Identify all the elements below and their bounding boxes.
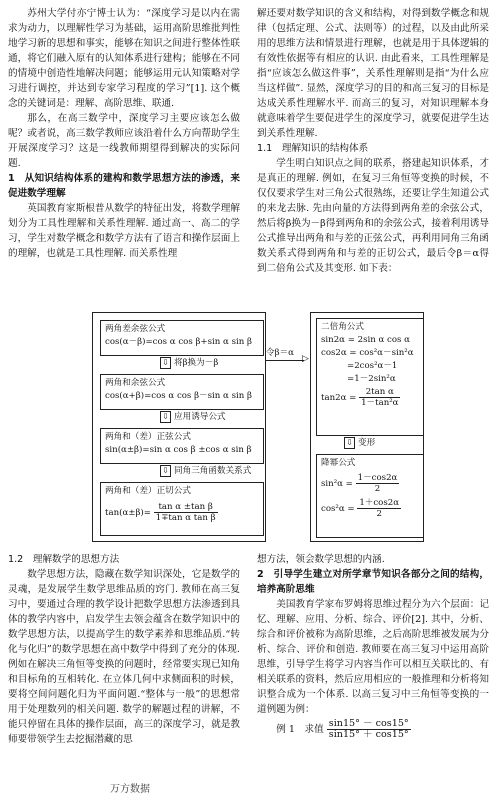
down-arrow-icon: ⇩ [160,357,171,369]
denominator: 2 [376,509,382,519]
right-column-bottom [257,552,489,740]
formula [321,387,400,408]
arrow-transform [344,436,375,449]
example-1 [257,719,489,740]
box-title: 降幂公式 [321,458,356,468]
formula [105,502,218,523]
arrow-let-beta-alpha [266,346,310,364]
formula [321,473,419,494]
formula-lhs: tan2α = [321,393,357,403]
box-title: 两角差余弦公式 [105,324,166,334]
fraction [327,719,411,740]
arrow-replace-beta [160,356,218,369]
formula: cos(α－β)=cos α cos β+sin α sin β [105,337,252,347]
arrow-label: 变形 [358,438,376,448]
formula-line: =2cos²α－1 [347,361,398,371]
fraction [154,502,218,523]
numerator: 1＋cos2α [359,498,400,508]
right-column-top [257,6,489,276]
paragraph: 学生明白知识点之间的联系，搭建起知识体系，才是真正的理解. 例如，在复习三角恒等变换的时候，不仅仅要求学生对三角公式很熟练，还要让学生知道公式的来龙去脉. 先由向量的方法得到两角差的余弦公式，然后将β换为－β得到两角和的余弦公式，接着利用诱导公式推导出两角和与差的正弦公式，再利用同角三角函数关系式得到两角和与差的正切公式，最后令β＝α得到二倍角公式及其变形. 如下表： [257,158,489,274]
denominator: sin15° ＋ cos15° [328,729,409,740]
formula-lhs: sin²α = [321,479,353,489]
arrow-induction [160,410,226,423]
formula-line: =1－2sin²α [347,374,396,384]
down-arrow-icon: ⇩ [160,411,171,423]
formula: sin(α±β)=sin α cos β ±cos α sin β [105,445,252,455]
subsection-heading-1-1: 1.1 理解知识的结构体系 [257,143,369,154]
formula-box-double-angle [316,318,424,436]
paragraph: 想方法，领会数学思想的内涵. [257,554,385,565]
left-column-top [8,6,240,261]
arrow-label: 将β换为－β [174,358,219,368]
subsection-heading-1-2: 1.2 理解数学的思想方法 [8,554,120,565]
example-label: 例 1 求值 [276,724,324,735]
formula-box-cos-difference [100,320,264,356]
paragraph: 美国教育学家布罗姆将思维过程分为六个层面：记忆、理解、应用、分析、综合、评价[2]. 其中，分析、综合和评价被称为高阶思维，之后高阶思维被发展为分析、综合、评价和创造. 教师要在高三复习中运用高阶思维，引导学生将学习内容当作可以相互关联比的、有相关联系的资料，然后应用相应的一般推理和分析将知识整合成为一个体系. 以高三复习中三角恒等变换的一道例题为例： [257,599,489,715]
box-title: 两角和（差）正弦公式 [105,432,191,442]
paragraph: 那么，在高三数学中，深度学习主要应该怎么做呢？或者说，高三数学教师应该沿着什么方向帮助学生开展深度学习？这是一线教师期望得到解决的实际问题. [8,113,240,169]
paragraph: 数学思想方法，隐藏在数学知识深处，它是数学的灵魂，是发展学生数学思维品质的窍门. 教师在高三复习中，要通过合理的教学设计把数学思想方法渗透到具体的教学内容中，启发学生去领会蕴含在数学知识中的数学思想方法，以提高学生的数学素养和思维品质.“转化与化归”的数学思想在高中数学中得到了充分的体现. 例如在解决三角恒等变换的问题时，经常要实现已知角和目标角的互相转化. 在立体几何中求侧面积的时候，要将空间问题化归为平面问题.“整体与一般”的思想常用于处理数列的相关问题. 数学的解题过程的讲解，不能只停留在具体的操作层面，高三的深度学习，就是教师要带领学生去挖掘潜藏的思 [8,569,240,745]
formula-lhs: cos²α = [321,504,355,514]
formula-line: sin2α = 2sin α cos α [321,335,410,345]
arrow-label: 同角三角函数关系式 [174,466,252,476]
arrow-line [266,360,304,361]
arrow-label: 应用诱导公式 [174,412,226,422]
numerator: 1－cos2α [357,473,398,483]
watermark: 万方数据 [110,784,150,795]
paragraph: 英国教育家斯根普从数学的特征出发，将数学理解划分为工具性理解和关系性理解. 通过高一、高二的学习，学生对数学概念和数学方法有了语言和操作层面上的理解，也就是工具性理解. 而关系性理 [8,203,240,259]
denominator: 2 [374,484,381,494]
box-title: 两角和（差）正切公式 [105,486,191,496]
fraction [359,387,400,408]
formula-box-sin-sum [100,428,264,464]
down-arrow-icon: ⇩ [344,437,355,449]
paragraph: 苏州大学付亦宁博士认为：“深度学习是以内在需求为动力，以理解性学习为基础，运用高阶思维批判性地学习新的思想和事实，能够在知识之间进行整体性联通，将它们融入原有的认知体系进行建构；能够在不同的情境中创造性地解决问题；能够运用元认知策略对学习进行调控，并达到专家学习程度的学习”[1]. 这个概念的关键词是：理解、高阶思维、联通. [8,8,240,109]
numerator: tan α ±tan β [154,502,218,513]
trig-formula-diagram [0,312,490,544]
formula-line: cos2α = cos²α－sin²α [321,348,414,358]
box-title: 二倍角公式 [321,322,364,332]
arrow-same-angle [160,464,251,477]
section-heading-1: 1 从知识结构体系的建构和数学思想方法的渗透，来促进数学理解 [8,173,240,199]
section-heading-2: 2 引导学生建立对所学章节知识各部分之间的结构，培养高阶思维 [257,569,489,595]
box-title: 两角和余弦公式 [105,378,166,388]
numerator: sin15° － cos15° [328,718,409,729]
numerator: 2tan α [359,387,400,398]
formula [321,498,419,519]
arrow-label: 令β＝α [266,348,294,358]
denominator: 1－tan²α [361,398,399,408]
formula: cos(α+β)=cos α cos β－sin α sin β [105,391,252,401]
fraction [356,473,400,494]
right-arrow-icon: ▷ [302,354,309,364]
formula-box-cos-sum [100,374,264,410]
denominator: 1∓tan α tan β [155,513,216,523]
left-column-bottom [8,552,240,747]
formula-box-power-reduction [316,454,424,538]
fraction [357,498,401,519]
down-arrow-icon: ⇩ [160,465,171,477]
paragraph: 解还要对数学知识的含义和结构，对得到数学概念和规律（包括定理、公式、法则等）的过程，以及由此所采用的思维方法和情景进行理解，也就是用于具体逻辑的有效性依据等有相应的认识. 由此看来，工具性理解是指“应该怎么做这件事”，关系性理解则是指“为什么应当这样做”. 显然，深度学习的目的和高三复习的目标是达成关系性理解水平. 而高三的复习，对知识理解本身就意味着学生要促进学生的深度学习，就要促进学生达到关系性理解. [257,8,489,139]
formula-box-tan-sum [100,482,264,536]
formula-lhs: tan(α±β)= [105,508,151,518]
